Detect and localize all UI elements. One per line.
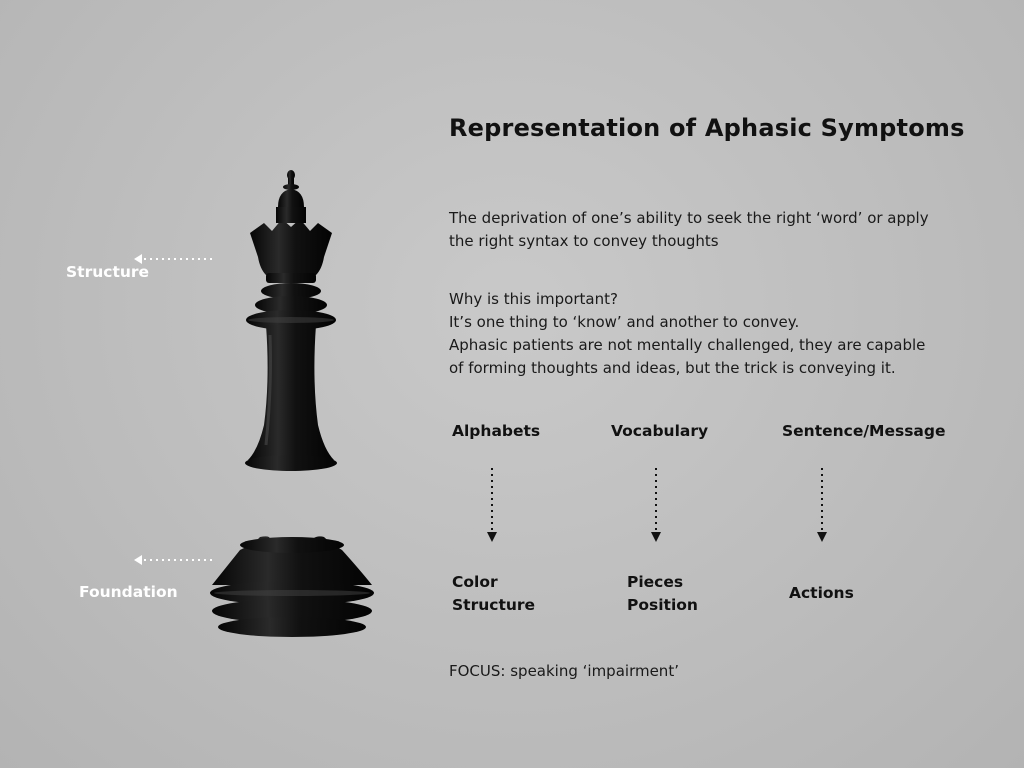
column-sub-alphabets	[452, 571, 535, 617]
slide-title: Representation of Aphasic Symptoms	[449, 114, 965, 142]
arrow-down-icon	[644, 466, 668, 546]
focus-note: FOCUS: speaking ‘impairment’	[449, 662, 679, 680]
importance-line: Aphasic patients are not mentally challenged, they are capable	[449, 336, 926, 354]
sub-item: Pieces	[627, 573, 684, 591]
importance-paragraph	[449, 288, 969, 380]
definition-line: the right syntax to convey thoughts	[449, 232, 719, 250]
column-head-alphabets: Alphabets	[452, 422, 541, 440]
column-sub-vocabulary	[627, 571, 698, 617]
sub-item: Color	[452, 573, 498, 591]
column-sub-sentence	[789, 582, 854, 605]
importance-line: It’s one thing to ‘know’ and another to convey.	[449, 313, 800, 331]
definition-line: The deprivation of one’s ability to seek the right ‘word’ or apply	[449, 209, 929, 227]
importance-line: of forming thoughts and ideas, but the trick is conveying it.	[449, 359, 896, 377]
foundation-label: Foundation	[79, 583, 178, 601]
arrow-down-icon	[810, 466, 834, 546]
column-head-sentence: Sentence/Message	[782, 422, 946, 440]
chess-queen-icon	[200, 165, 390, 645]
definition-paragraph	[449, 207, 969, 253]
arrow-down-icon	[480, 466, 504, 546]
column-head-vocabulary: Vocabulary	[611, 422, 709, 440]
sub-item: Actions	[789, 584, 854, 602]
importance-line: Why is this important?	[449, 290, 618, 308]
sub-item: Structure	[452, 596, 536, 614]
sub-item: Position	[627, 596, 698, 614]
structure-label: Structure	[66, 263, 150, 281]
